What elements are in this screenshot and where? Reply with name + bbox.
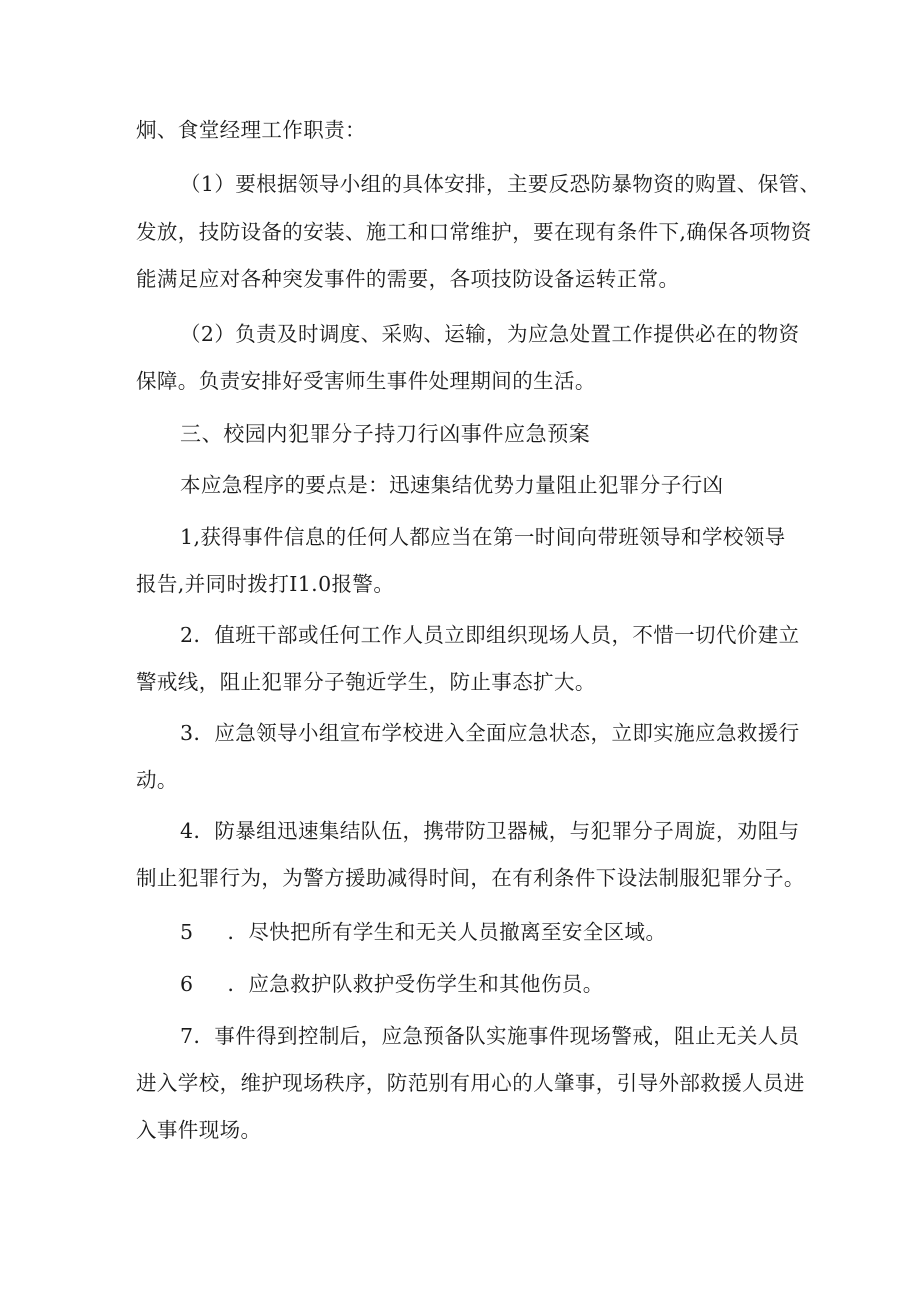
paragraph-line: 进入学校，维护现场秩序，防范别有用心的人肇事，引导外部救援人员进 xyxy=(136,1071,805,1095)
paragraph-line: 动。 xyxy=(136,768,178,792)
paragraph-line: 警戒线，阻止犯罪分子匏近学生，防止事态扩大。 xyxy=(136,670,596,694)
paragraph-line: 2．值班干部或任何工作人员立即组织现场人员，不惜一切代价建立 xyxy=(180,623,800,647)
paragraph-line: 炯、食堂经理工作职责： xyxy=(136,118,366,142)
paragraph-line: 能满足应对各种突发事件的需要，各项技防设备运转正常。 xyxy=(136,267,680,291)
paragraph-line: 发放，技防设备的安装、施工和口常维护，要在现有条件下,确保各项物资 xyxy=(136,220,812,244)
paragraph-line: 3．应急领导小组宣布学校进入全面应急状态，立即实施应急救援行 xyxy=(180,721,800,745)
paragraph-line: 保障。负责安排好受害师生事件处理期间的生活。 xyxy=(136,369,596,393)
paragraph-line: 入事件现场。 xyxy=(136,1118,262,1142)
list-number: 5 xyxy=(180,920,194,944)
list-number: 6 xyxy=(180,972,194,996)
paragraph-line: （2）负责及时调度、采购、运输，为应急处置工作提供必在的物资 xyxy=(180,322,800,346)
section-heading: 三、校园内犯罪分子持刀行凶事件应急预案 xyxy=(180,422,591,446)
paragraph-line: 报告,并同时拨打I1.0报警。 xyxy=(136,572,395,596)
paragraph-line: 制止犯罪行为，为警方援助减得时间，在有利条件下设法制服犯罪分子。 xyxy=(136,866,805,890)
paragraph-line xyxy=(180,970,604,998)
list-text: ．尽快把所有学生和无关人员撤离至安全区域。 xyxy=(227,920,667,944)
paragraph-line xyxy=(180,918,666,946)
paragraph-line: （1）要根据领导小组的具体安排，主要反恐防暴物资的购置、保管、 xyxy=(180,172,821,196)
paragraph-line: 7．事件得到控制后，应急预备队实施事件现场警戒，阻止无关人员 xyxy=(180,1024,800,1048)
paragraph-line: 本应急程序的要点是：迅速集结优势力量阻止犯罪分子行凶 xyxy=(180,473,724,497)
list-text: ．应急救护队救护受伤学生和其他伤员。 xyxy=(227,972,604,996)
paragraph-line: 4．防暴组迅速集结队伍，携带防卫器械，与犯罪分子周旋，劝阻与 xyxy=(180,819,800,843)
paragraph-line: 1,获得事件信息的任何人都应当在第一时间向带班领导和学校领导 xyxy=(180,525,786,549)
